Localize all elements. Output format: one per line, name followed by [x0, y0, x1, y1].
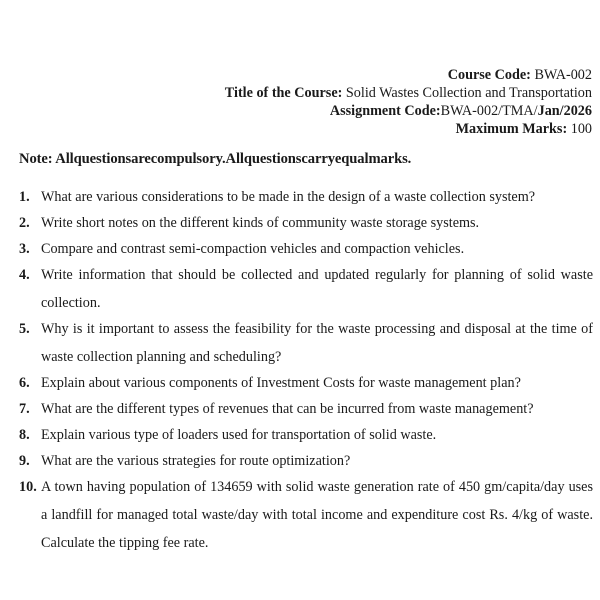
course-title-label: Title of the Course: [224, 85, 343, 101]
question-number: 7. [19, 401, 30, 417]
question-text: Explain various type of loaders used for transportation of solid waste. [41, 427, 437, 443]
question-number: 9. [19, 453, 30, 469]
question-text: Explain about various components of Investment Costs for waste management plan? [41, 375, 521, 391]
question-item [19, 473, 593, 557]
course-title-value: Solid Wastes Collection and Transportation [345, 85, 592, 101]
question-number: 2. [19, 215, 30, 231]
course-code-label: Course Code: [447, 67, 531, 83]
question-text: What are the different types of revenues that can be incurred from waste management? [41, 401, 534, 417]
question-list [19, 188, 593, 560]
question-item [19, 374, 593, 392]
question-number: 8. [19, 427, 30, 443]
question-item [19, 214, 593, 232]
course-title-line [32, 84, 592, 102]
question-number: 3. [19, 241, 30, 257]
question-item [19, 400, 593, 418]
question-text: Compare and contrast semi-compaction vehicles and compaction vehicles. [41, 241, 465, 257]
question-text: What are the various strategies for route optimization? [41, 453, 351, 469]
question-text: Why is it important to assess the feasibility for the waste processing and disposal at the time of waste collection planning and scheduling? [41, 321, 593, 365]
assignment-code-label: Assignment Code: [329, 103, 441, 119]
question-item [19, 240, 593, 258]
max-marks-label: Maximum Marks: [455, 121, 568, 137]
instructions-note: Note: Allquestionsarecompulsory.Allquestionscarryequalmarks. [19, 151, 412, 167]
question-item [19, 188, 593, 206]
assignment-code-session: Jan/2026 [537, 103, 592, 119]
assignment-code-value: BWA-002/TMA/ [440, 103, 538, 119]
max-marks-line [32, 120, 592, 138]
question-text: What are various considerations to be made in the design of a waste collection system? [41, 189, 536, 205]
assignment-code-line [32, 102, 592, 120]
course-header [32, 66, 592, 138]
course-code-value: BWA-002 [534, 67, 592, 83]
question-item [19, 261, 593, 317]
question-number: 4. [19, 267, 30, 283]
question-item [19, 426, 593, 444]
question-text: Write short notes on the different kinds of community waste storage systems. [41, 215, 480, 231]
question-item [19, 315, 593, 371]
question-number: 5. [19, 321, 30, 337]
question-text: Write information that should be collected and updated regularly for planning of solid waste collection. [41, 267, 593, 311]
question-item [19, 452, 593, 470]
question-text: A town having population of 134659 with solid waste generation rate of 450 gm/capita/day uses a landfill for managed total waste/day with total income and expenditure cost Rs. 4/kg of waste. Calculate the tipping fee rate. [41, 479, 593, 551]
question-number: 1. [19, 189, 30, 205]
question-number: 6. [19, 375, 30, 391]
question-number: 10. [19, 479, 37, 495]
course-code-line [32, 66, 592, 84]
max-marks-value: 100 [570, 121, 592, 137]
